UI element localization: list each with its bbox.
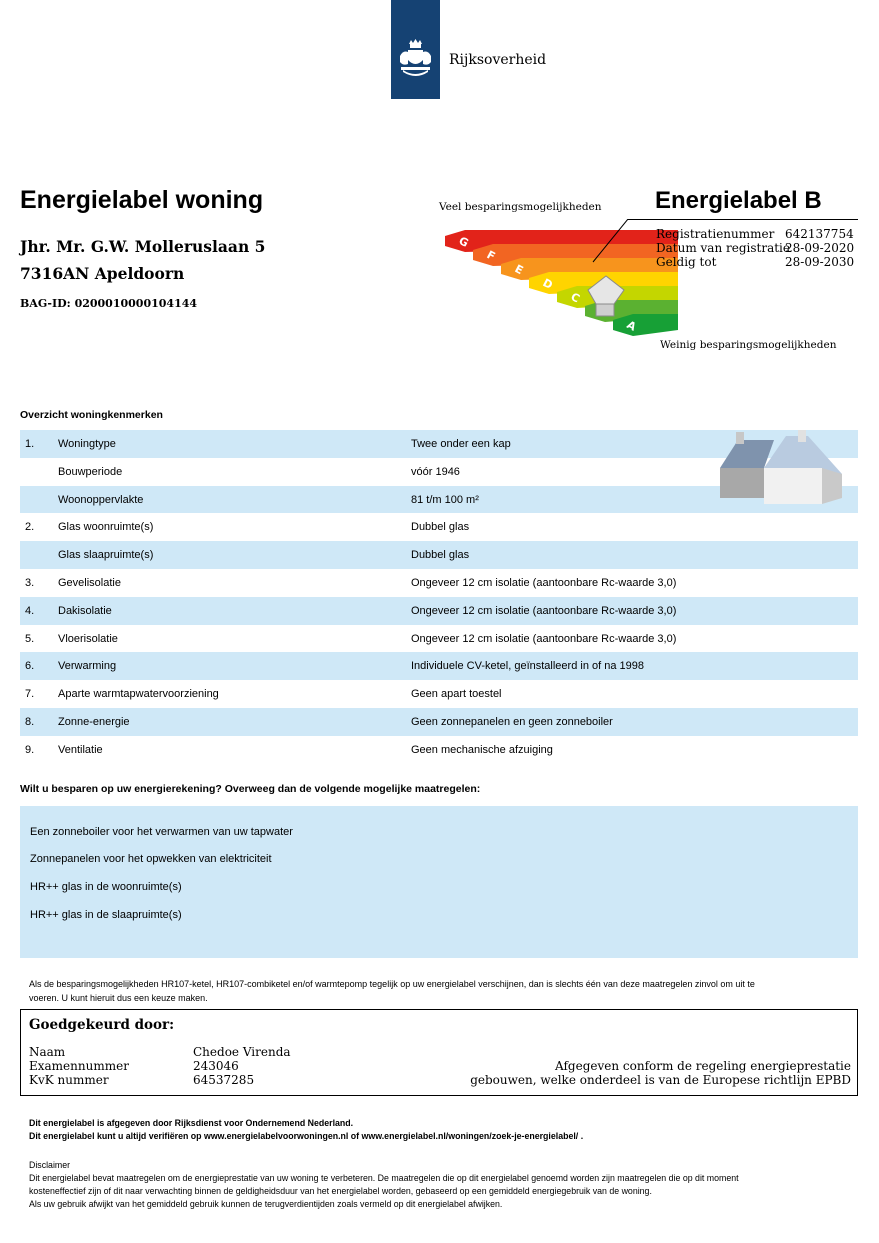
page-title: Energielabel woning xyxy=(20,186,264,214)
epbd-line: Afgegeven conform de regeling energieprestatie xyxy=(555,1059,851,1073)
row-number: 3. xyxy=(25,576,35,589)
measures-heading: Wilt u besparen op uw energierekening? Overweeg dan de volgende mogelijke maatregelen: xyxy=(20,783,481,795)
measures-box xyxy=(20,806,858,958)
brand-name: Rijksoverheid xyxy=(449,52,547,68)
row-label: Verwarming xyxy=(58,660,117,673)
approved-value: Chedoe Virenda xyxy=(193,1045,291,1059)
row-number: 9. xyxy=(25,743,35,756)
row-number: 7. xyxy=(25,688,35,701)
address-line-1: Jhr. Mr. G.W. Molleruslaan 5 xyxy=(20,237,266,256)
energy-label-title: Energielabel B xyxy=(655,187,822,214)
pointer-line xyxy=(590,219,630,264)
reg-key: Registratienummer xyxy=(656,227,775,241)
row-value: Geen mechanische afzuiging xyxy=(411,743,553,756)
scale-letter: G xyxy=(456,234,471,250)
reg-key: Datum van registratie xyxy=(656,241,790,255)
disclaimer-line: Dit energielabel bevat maatregelen om de energieprestatie van uw woning te verbeteren. De maatregelen die op dit energielabel genoemd worden zijn maatregelen die op dit moment xyxy=(29,1173,739,1183)
row-number: 4. xyxy=(25,604,35,617)
row-label: Dakisolatie xyxy=(58,604,112,617)
table-row xyxy=(20,597,858,625)
table-row xyxy=(20,513,858,541)
row-label: Ventilatie xyxy=(58,743,103,756)
epbd-statement xyxy=(470,1059,851,1087)
row-value: Geen apart toestel xyxy=(411,688,502,701)
scale-letter: A xyxy=(624,318,639,334)
approved-value: 64537285 xyxy=(193,1073,255,1087)
scale-bottom-text: Weinig besparingsmogelijkheden xyxy=(660,339,837,351)
crest-icon xyxy=(391,0,440,99)
row-number: 2. xyxy=(25,521,35,534)
note-line: Als de besparingsmogelijkheden HR107-ketel, HR107-combiketel en/of warmtepomp tegelijk op uw energielabel verschijnen, dan is slechts één van deze maatregelen zinvol om uit te xyxy=(29,979,755,989)
row-value: Dubbel glas xyxy=(411,549,470,562)
address-line-2: 7316AN Apeldoorn xyxy=(20,264,185,283)
measure-item: Een zonneboiler voor het verwarmen van uw tapwater xyxy=(30,826,293,838)
row-value: Geen zonnepanelen en geen zonneboiler xyxy=(411,715,613,728)
measure-item: HR++ glas in de woonruimte(s) xyxy=(30,881,182,893)
reg-value: 28-09-2020 xyxy=(785,241,855,255)
overview-heading: Overzicht woningkenmerken xyxy=(20,409,163,421)
table-row xyxy=(20,541,858,569)
row-number: 5. xyxy=(25,632,35,645)
row-label: Glas woonruimte(s) xyxy=(58,521,154,534)
scale-letter: C xyxy=(568,290,582,306)
epbd-line: gebouwen, welke onderdeel is van de Europese richtlijn EPBD xyxy=(470,1073,851,1087)
approved-value: 243046 xyxy=(193,1059,239,1073)
rijksoverheid-logo xyxy=(391,0,440,99)
row-value: Twee onder een kap xyxy=(411,438,511,450)
row-number: 6. xyxy=(25,660,35,673)
disclaimer-line: kosteneffectief zijn of dit naar verwachting binnen de geldigheidsduur van het energielabel worden, gebaseerd op een gemiddeld energiegebruik van de woning. xyxy=(29,1186,652,1196)
note-line: voeren. U kunt hieruit dus een keuze maken. xyxy=(29,993,208,1003)
scale-top-text: Veel besparingsmogelijkheden xyxy=(439,201,602,213)
approved-box xyxy=(20,1009,858,1096)
registration-keys xyxy=(656,227,790,269)
row-label: Glas slaapruimte(s) xyxy=(58,549,154,562)
measures-note xyxy=(29,977,829,1005)
table-row xyxy=(20,569,858,597)
row-label: Bouwperiode xyxy=(58,465,123,478)
bag-id: BAG-ID: 0200010000104144 xyxy=(20,297,198,310)
row-value: 81 t/m 100 m² xyxy=(411,493,479,506)
reg-value: 642137754 xyxy=(785,227,854,241)
reg-value: 28-09-2030 xyxy=(785,255,855,269)
disclaimer-line: Als uw gebruik afwijkt van het gemiddeld gebruik kunnen de terugverdientijden zoals vermeld op dit energielabel afwijken. xyxy=(29,1199,503,1209)
row-label: Aparte warmtapwatervoorziening xyxy=(58,688,219,701)
row-value: Ongeveer 12 cm isolatie (aantoonbare Rc-waarde 3,0) xyxy=(411,576,677,589)
approved-heading: Goedgekeurd door: xyxy=(29,1017,175,1033)
approved-keys xyxy=(29,1045,129,1087)
table-row xyxy=(20,652,858,680)
table-row xyxy=(20,625,858,653)
row-value: Individuele CV-ketel, geïnstalleerd in of na 1998 xyxy=(411,660,644,673)
measure-item: HR++ glas in de slaapruimte(s) xyxy=(30,909,182,921)
approved-key: Examennummer xyxy=(29,1059,129,1073)
row-value: Ongeveer 12 cm isolatie (aantoonbare Rc-waarde 3,0) xyxy=(411,632,677,645)
footer-verify: Dit energielabel kunt u altijd verifiëren op www.energielabelvoorwoningen.nl of www.energielabel.nl/woningen/zoek-je-energielabel/ . xyxy=(29,1131,584,1141)
approved-key: Naam xyxy=(29,1045,66,1059)
footer-issued: Dit energielabel is afgegeven door Rijksdienst voor Ondernemend Nederland. xyxy=(29,1118,354,1128)
row-label: Woonoppervlakte xyxy=(58,493,144,506)
registration-values xyxy=(785,227,854,269)
table-row xyxy=(20,680,858,708)
measure-item: Zonnepanelen voor het opwekken van elektriciteit xyxy=(30,853,272,865)
energy-scale-graphic xyxy=(440,224,685,349)
scale-letter: E xyxy=(512,262,526,278)
table-row xyxy=(20,708,858,736)
row-number: 8. xyxy=(25,715,35,728)
row-label: Woningtype xyxy=(58,438,116,450)
row-value: Ongeveer 12 cm isolatie (aantoonbare Rc-waarde 3,0) xyxy=(411,604,677,617)
disclaimer-heading: Disclaimer xyxy=(29,1160,71,1170)
table-row xyxy=(20,736,858,764)
row-value: Dubbel glas xyxy=(411,521,470,534)
scale-letter: F xyxy=(484,248,498,264)
row-label: Gevelisolatie xyxy=(58,576,121,589)
scale-letter: D xyxy=(540,276,555,292)
row-label: Vloerisolatie xyxy=(58,632,118,645)
semi-detached-house-icon xyxy=(716,430,846,506)
row-value: vóór 1946 xyxy=(411,465,460,478)
label-divider xyxy=(628,219,858,220)
scale-bar-a xyxy=(613,314,678,336)
row-label: Zonne-energie xyxy=(58,715,130,728)
approved-key: KvK nummer xyxy=(29,1073,109,1087)
row-number: 1. xyxy=(25,438,35,450)
reg-key: Geldig tot xyxy=(656,255,717,269)
approved-values xyxy=(193,1045,291,1087)
